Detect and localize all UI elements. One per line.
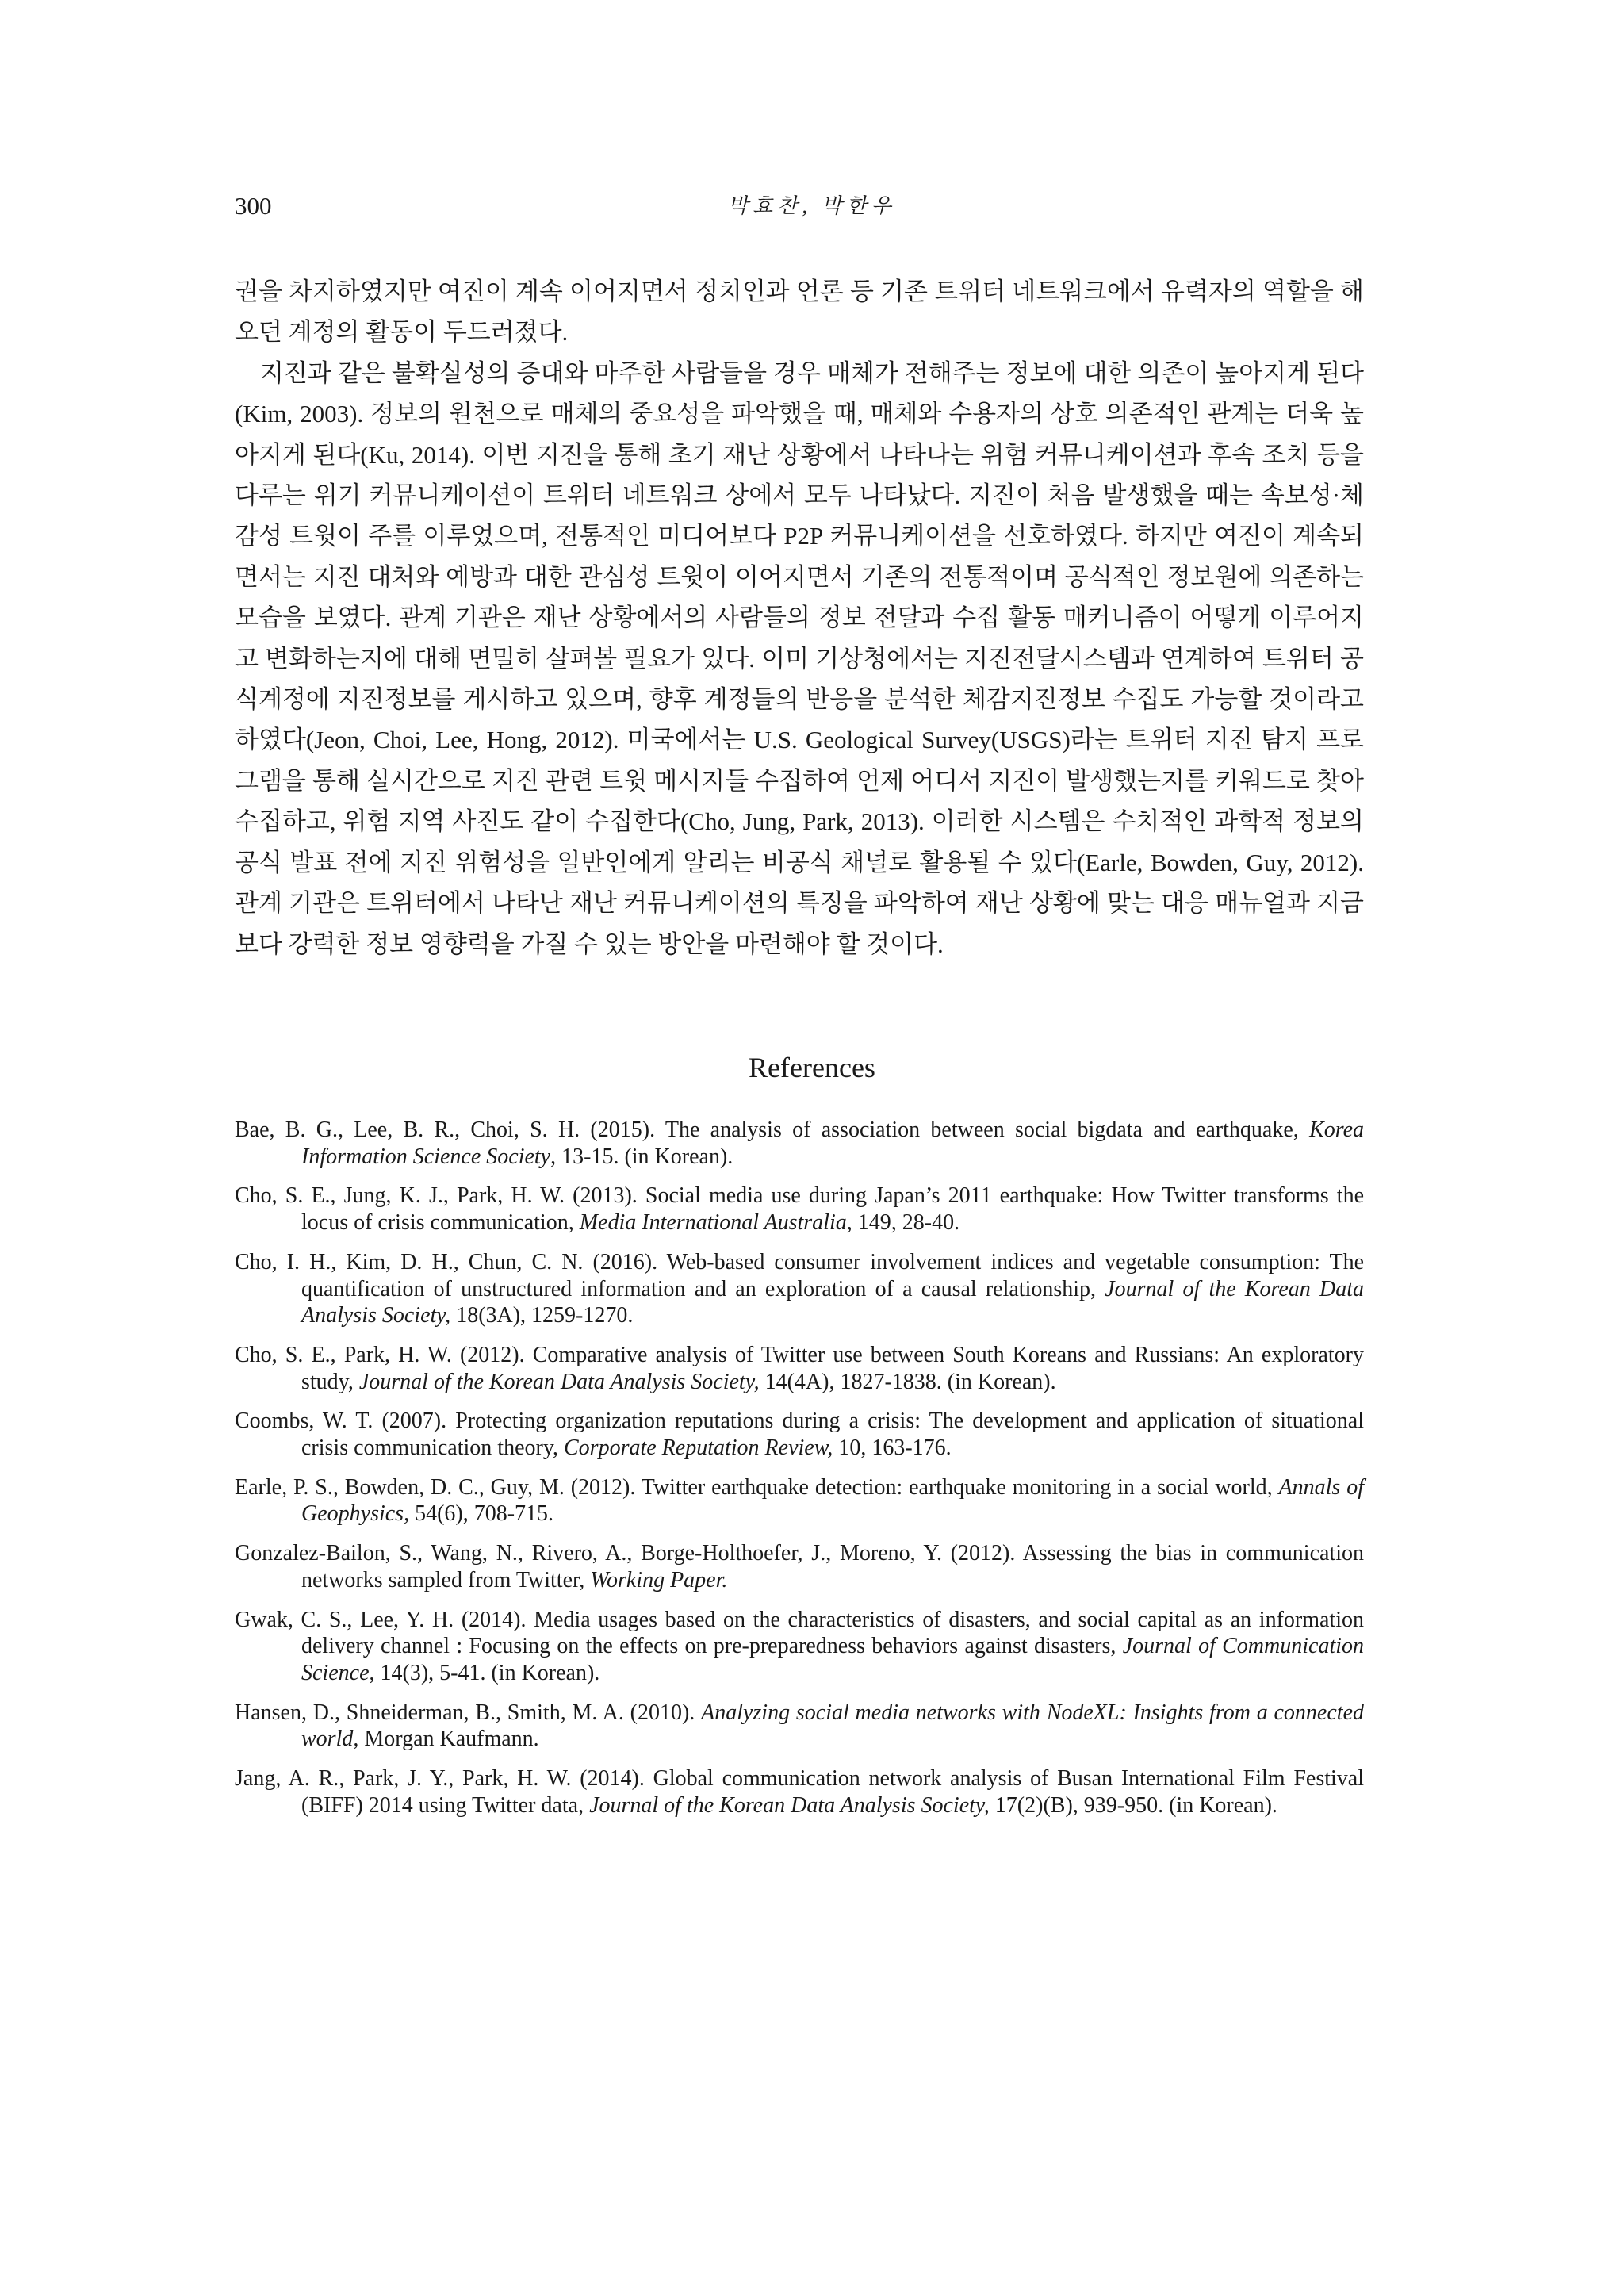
reference-journal: Korea Information Science Society <box>301 1117 1364 1169</box>
reference-text: Gwak, C. S., Lee, Y. H. (2014). Media usages based on the characteristics of disasters, and social capital as an information delivery channel : Focusing on the effects on pre-preparedness behaviors against disasters, <box>235 1607 1364 1659</box>
reference-journal: Journal of Communication Science <box>301 1634 1365 1685</box>
reference-details: 18(3A), 1259-1270. <box>450 1303 634 1328</box>
references-list <box>235 1117 1364 1831</box>
reference-journal: Journal of the Korean Data Analysis Society, <box>589 1792 990 1818</box>
reference-journal: Media International Australia <box>579 1210 847 1236</box>
reference-text: Cho, I. H., Kim, D. H., Chun, C. N. (2016). Web-based consumer involvement indices and vegetable consumption: The quantification of unstructured information and an exploration of a causal relationship, <box>235 1249 1364 1301</box>
reference-item <box>235 1474 1364 1527</box>
paragraph: 지진과 같은 불확실성의 증대와 마주한 사람들을 경우 매체가 전해주는 정보에 대한 의존이 높아지게 된다(Kim, 2003). 정보의 원천으로 매체의 중요성을 파악했을 때, 매체와 수용자의 상호 의존적인 관계는 더욱 높아지게 된다(Ku, 2014). 이번 지진을 통해 초기 재난 상황에서 나타나는 위험 커뮤니케이션과 후속 조치 등을 다루는 위기 커뮤니케이션이 트위터 네트워크 상에서 모두 나타났다. 지진이 처음 발생했을 때는 속보성·체감성 트윗이 주를 이루었으며, 전통적인 미디어보다 P2P 커뮤니케이션을 선호하였다. 하지만 여진이 계속되면서는 지진 대처와 예방과 대한 관심성 트윗이 이어지면서 기존의 전통적이며 공식적인 정보원에 의존하는 모습을 보였다. 관계 기관은 재난 상황에서의 사람들의 정보 전달과 수집 활동 매커니즘이 어떻게 이루어지고 변화하는지에 대해 면밀히 살펴볼 필요가 있다. 이미 기상청에서는 지진전달시스템과 연계하여 트위터 공식계정에 지진정보를 게시하고 있으며, 향후 계정들의 반응을 분석한 체감지진정보 수집도 가능할 것이라고 하였다(Jeon, Choi, Lee, Hong, 2012). 미국에서는 U.S. Geological Survey(USGS)라는 트위터 지진 탐지 프로그램을 통해 실시간으로 지진 관련 트윗 메시지들 수집하여 언제 어디서 지진이 발생했는지를 키워드로 찾아 수집하고, 위험 지역 사진도 같이 수집한다(Cho, Jung, Park, 2013). 이러한 시스템은 수치적인 과학적 정보의 공식 발표 전에 지진 위험성을 일반인에게 알리는 비공식 채널로 활용될 수 있다(Earle, Bowden, Guy, 2012). 관계 기관은 트위터에서 나타난 재난 커뮤니케이션의 특징을 파악하여 재난 상황에 맞는 대응 매뉴얼과 지금보다 강력한 정보 영향력을 가질 수 있는 방안을 마련해야 할 것이다. <box>235 358 1364 958</box>
reference-journal: Journal of the Korean Data Analysis Society, <box>301 1276 1364 1328</box>
reference-text: Coombs, W. T. (2007). Protecting organization reputations during a crisis: The development and application of situational crisis communication theory, <box>235 1409 1364 1461</box>
paragraph: 권을 차지하였지만 여진이 계속 이어지면서 정치인과 언론 등 기존 트위터 네트워크에서 유력자의 역할을 해 오던 계정의 활동이 두드러졌다. <box>235 278 1364 347</box>
reference-item <box>235 1117 1364 1170</box>
reference-item <box>235 1342 1364 1395</box>
reference-text: Cho, S. E., Park, H. W. (2012). Comparative analysis of Twitter use between South Koreans and Russians: An exploratory study, <box>235 1342 1364 1394</box>
reference-journal: Working Paper. <box>590 1567 728 1593</box>
reference-details: , 149, 28-40. <box>846 1210 960 1236</box>
reference-text: Gonzalez-Bailon, S., Wang, N., Rivero, A., Borge-Holthoefer, J., Moreno, Y. (2012). Assessing the bias in communication networks sampled from Twitter, <box>235 1541 1364 1593</box>
reference-item <box>235 1700 1364 1753</box>
body-text <box>235 271 1364 964</box>
references-heading: References <box>749 1052 875 1083</box>
reference-item <box>235 1408 1364 1461</box>
reference-journal: Analyzing social media networks with NodeXL: Insights from a connected world, <box>301 1700 1364 1752</box>
reference-text: Hansen, D., Shneiderman, B., Smith, M. A. (2010). <box>235 1700 702 1725</box>
reference-details: 14(4A), 1827-1838. (in Korean). <box>759 1369 1056 1394</box>
reference-details: , 14(3), 5-41. (in Korean). <box>369 1660 600 1685</box>
reference-journal: Annals of Geophysics, <box>301 1474 1364 1527</box>
reference-text: Bae, B. G., Lee, B. R., Choi, S. H. (2015). The analysis of association between social bigdata and earthquake, <box>235 1117 1310 1142</box>
reference-journal: Journal of the Korean Data Analysis Society, <box>358 1369 760 1394</box>
reference-item <box>235 1249 1364 1329</box>
reference-details: 17(2)(B), 939-950. (in Korean). <box>989 1792 1277 1818</box>
reference-item <box>235 1182 1364 1236</box>
reference-details: Morgan Kaufmann. <box>358 1727 539 1752</box>
reference-journal: Corporate Reputation Review, <box>564 1435 833 1461</box>
reference-text: Jang, A. R., Park, J. Y., Park, H. W. (2014). Global communication network analysis of Busan International Film Festival (BIFF) 2014 using Twitter data, <box>235 1766 1364 1818</box>
reference-text: Earle, P. S., Bowden, D. C., Guy, M. (2012). Twitter earthquake detection: earthquake monitoring in a social world, <box>235 1474 1279 1500</box>
reference-item <box>235 1540 1364 1593</box>
reference-details: 10, 163-176. <box>833 1435 952 1461</box>
running-head: 박효찬, 박한우 <box>728 194 896 217</box>
reference-item <box>235 1607 1364 1687</box>
reference-text: Cho, S. E., Jung, K. J., Park, H. W. (2013). Social media use during Japan’s 2011 earthquake: How Twitter transforms the locus of crisis communication, <box>235 1183 1364 1236</box>
reference-details: 54(6), 708-715. <box>409 1501 554 1527</box>
reference-item <box>235 1765 1364 1819</box>
page-number: 300 <box>235 192 272 220</box>
reference-details: , 13-15. (in Korean). <box>550 1144 733 1169</box>
